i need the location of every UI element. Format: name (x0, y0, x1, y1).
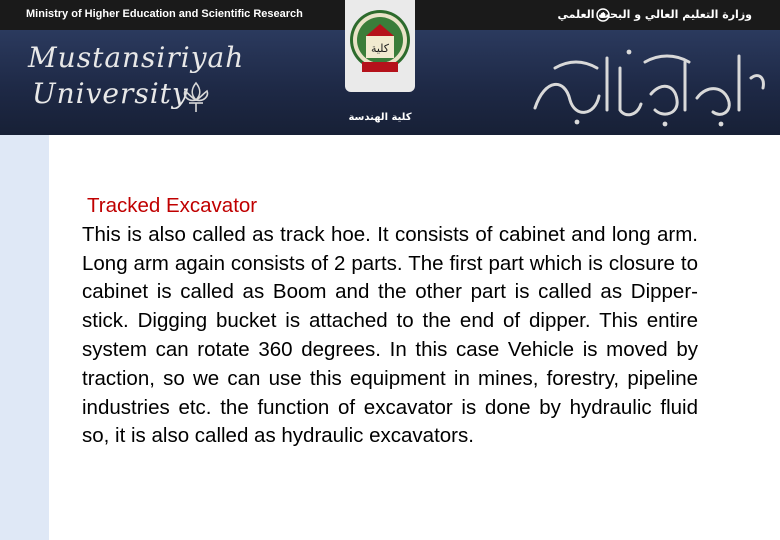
university-name-line2: University (32, 77, 189, 110)
ministry-name-en: Ministry of Higher Education and Scientific Research (26, 8, 303, 20)
university-name-line1: Mustansiriyah (28, 41, 245, 74)
slide-body: This is also called as track hoe. It consists of cabinet and long arm. Long arm again consists of 2 parts. The first part which is closure to cabinet is called as Boom and the other part is called as Dipper-stick. Digging bucket is attached to the end of dipper. This entire system can rotate 360 degrees. In this case Vehicle is moved by traction, so we can use this equipment in mines, forestry, pipeline industries etc. the function of excavator is done by hydraulic fluid so, it is also called as hydraulic excavators. (82, 222, 698, 448)
university-banner (0, 0, 780, 135)
ministry-name-ar: وزارة التعليم العالي و البحث العلمي (557, 8, 752, 21)
university-emblem-icon (348, 2, 412, 90)
fleur-de-lis-icon (178, 80, 214, 116)
university-name-ar-calligraphy-icon (525, 38, 770, 130)
emblem-text: كلية (370, 42, 390, 55)
slide-sidebar (0, 135, 49, 540)
college-name-ar: كلية الهندسة (348, 112, 412, 123)
slide-content (82, 192, 698, 451)
slide-title: Tracked Excavator (87, 194, 258, 217)
university-emblem (345, 0, 415, 92)
